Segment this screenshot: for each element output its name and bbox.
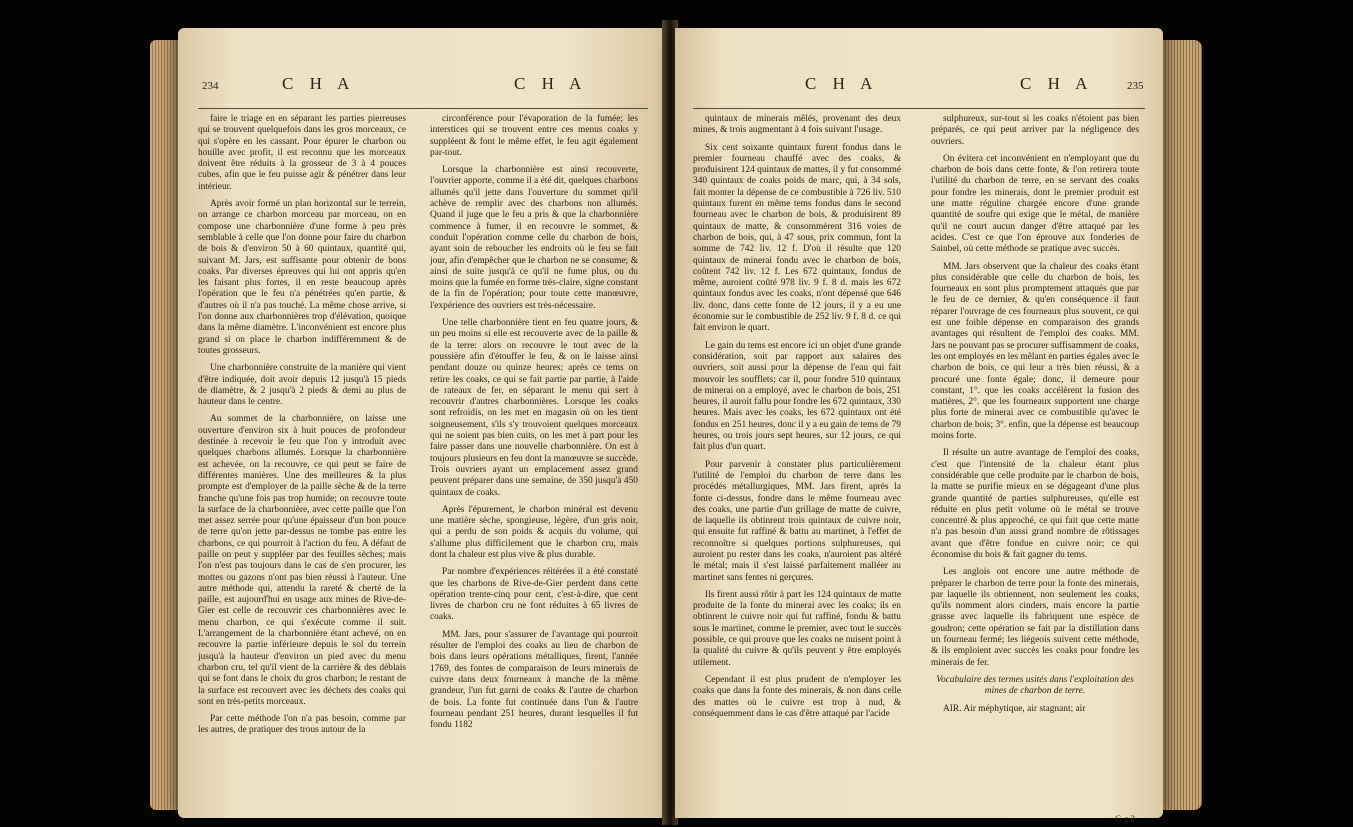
header-rule (693, 108, 1145, 109)
paragraph: Pour parvenir à constater plus particulièrement l'utilité de l'emploi du charbon de terre dans les procédés métallurgiques, MM. Jars firent, après la fonte ci-dessus, fondre dans le même fourneau avec des coaks, une partie d'un grillage de matte de cuivre, de laquelle ils obtinrent trois quintaux de cuivre noir, qui ensuite fut raffiné & battu au martinet, à l'effet de reconnoître si quelques portions sulphureuses, qui auroient pu rester dans les coaks, n'auroient pas altéré le métal; mais il s'est laissé parfaitement malléer au martinet sans fentes ni gerçures. (693, 459, 901, 583)
paragraph: Après avoir formé un plan horizontal sur le terrein, on arrange ce charbon morceau par morceau, on en compose une charbonnière d'une forme à peu près semblable à celle que l'on donne pour faire du charbon de bois & d'environ 50 à 60 quintaux, quantité qui, suivant M. Jars, est suffisante pour obtenir de bons coaks. Par diverses épreuves qui lui ont appris qu'en les faisant plus fortes, il en reste beaucoup après l'opération que le feu n'a pénétrées qu'en partie, & d'autres où il n'a pas touché. La même chose arrive, si l'on donne aux charbonnières trop d'élévation, quoique dans la même diamètre. L'inconvénient est encore plus grand si on place le charbon indifféremment & de toutes grosseurs. (198, 199, 406, 356)
paragraph: Cependant il est plus prudent de n'employer les coaks que dans la fonte des minerais, & non dans celle des mattes où le cuivre est trop à nud, & conséquemment dans le cas d'être attaqué par l'acide (693, 674, 901, 719)
paragraph: Par nombre d'expériences réitérées il a été constaté que les charbons de Rive-de-Gier perdent dans cette opération trente-cinq pour cent, c'est-à-dire, que cent livres de charbon cru ne font réduites à 65 livres de coaks. (430, 567, 638, 623)
paragraph: Il résulte un autre avantage de l'emploi des coaks, c'est que l'intensité de la chaleur étant plus considérable que celle produite par le charbon de bois, la matte se purifie mieux en se dégageant d'une plus grande quantité de parties sulphureuses, qu'elle est réduite en plus petit volume où le métal se trouve concentré & plus approché, ce qui fait que cette matte n'a pas besoin d'un aussi grand nombre de rôtissages avant que d'être fondue en cuivre noir; ce qui économise du bois & fait gagner du tems. (931, 448, 1139, 560)
paragraph: circonférence pour l'évaporation de la fumée; les interstices qui se trouvent entre ces menus coaks y suppléent & font le même effet, le feu agit également par-tout. (430, 114, 638, 158)
right-header-1: C H A (805, 74, 879, 93)
paragraph: Après l'épurement, le charbon minéral est devenu une matière sèche, spongieuse, légère, d'un gris noir, qui a perdu de son poids & acquis du volume, qui s'allume plus difficilement que le charbon cru, mais dont la chaleur est plus vive & plus durable. (430, 504, 638, 560)
paragraph: faire le triage en en séparant les parties pierreuses qui se trouvent quelquefois dans les gros morceaux, ce qui s'opère en les cassant. Pour épurer le charbon ou houille avec profit, il est reconnu que les morceaux doivent être réduits à la grosseur de 3 à 4 pouces cubes, afin que le feu puisse agir & pénétrer dans leur intérieur. (198, 114, 406, 192)
signature-mark: G g 2 (1115, 814, 1135, 824)
left-header-1: C H A (282, 74, 356, 93)
paragraph: Lorsque la charbonnière est ainsi recouverte, l'ouvrier apporte, comme il a été dit, quelques charbons allumés qu'il jette dans l'ouverture du sommet qu'il achève de remplir avec des charbons non allumés. Quand il juge que le feu a pris & que la charbonnière commence à fumer, il en recouvre le sommet, & conduit l'opération comme celle du charbon de bois, ayant soin de reboucher les endroits où le feu se fait jour, afin d'empêcher que le charbon ne se consume; & ainsi de suite jusqu'à ce qu'il ne fume plus, ou du moins que la fumée en forme très-claire, signe constant de la fin de l'opération; pour toute cette manœuvre, l'expérience des ouvriers est très-nécessaire. (430, 165, 638, 311)
paragraph: Le gain du tems est encore ici un objet d'une grande considération, soit par rapport aux salaires des ouvriers, soit aussi pour la dépense de l'eau qui fait mouvoir les soufflets; car il, pour fondre 510 quintaux de minerai on a employé, avec le charbon de bois, 251 heures, il auroit fallu pour fondre les 672 quintaux, 330 heures. Mais avec les coaks, les 672 quintaux ont été fondus en 251 heures, donc il y a eu gain de tems de 79 heures, ou trois jours sept heures, sur 12 jours, ce qui fait plus d'un quart. (693, 340, 901, 453)
paragraph: Les anglois ont encore une autre méthode de préparer le charbon de terre pour la fonte des minerais, par laquelle ils obtiennent, non seulement les coaks, qu'ils nomment alors cinders, mais encore la partie grasse avec laquelle ils fabriquent une espèce de goudron; cette opération se fait par la distillation dans un fourneau fermé; les liégeois suivent cette méthode, & ils emploient avec succès les coaks pour fondre les minerais de fer. (931, 567, 1139, 668)
left-column-1 (198, 114, 406, 824)
right-page (675, 28, 1163, 824)
paragraph: sulphureux, sur-tout si les coaks n'étoient pas bien préparés, ce qui peut arriver par la négligence des ouvriers. (931, 114, 1139, 147)
right-page-number: 235 (1127, 80, 1144, 92)
right-header-2: C H A (1020, 74, 1094, 93)
left-page-number: 234 (202, 80, 219, 92)
left-header-2: C H A (514, 74, 588, 93)
paragraph: Ils firent aussi rôtir à part les 124 quintaux de matte produite de la fonte du minerai avec les coaks; ils en obtinrent le cuivre noir qui fut raffiné, fondu & battu sous le martinet, comme le premier, avec tout le succès possible, ce qui prouve que les coaks ne nuisent point à la qualité du cuivre & qu'ils peuvent y être employés utilement. (693, 589, 901, 668)
paragraph: Six cent soixante quintaux furent fondus dans le premier fourneau chauffé avec des coaks, & produisirent 124 quintaux de mattes, il y fut consommé 340 quintaux de coaks poids de marc, qui, à 34 sols, fait monter la dépense de ce combustible à 726 liv. 510 quintaux furent en même tems fondus dans le second fourneau avec le charbon de bois, & produisirent 89 quintaux de matte, & consommèrent 316 voies de charbon de bois, qui, à 47 sous, prix commun, font la somme de 742 liv. 12 f. D'où il résulte que 120 quintaux de minerai fondu avec le charbon de bois, coûtent 742 liv. 12 f. Les 672 quintaux, fondus de même, auroient coûté 978 liv. 9 f. 8 d. mais les 672 quintaux fondus avec les coaks, n'ont dépensé que 646 liv. donc, dans cette fonte de 12 jours, il y a eu une économie sur le combustible de 252 liv. 9 f. 8 d. ce qui fait environ le quart. (693, 142, 901, 334)
paragraph: Une telle charbonnière tient en feu quatre jours, & un peu moins si elle est recouverte avec de la paille & de la terre: alors on recouvre le tout avec de la poussière afin d'étouffer le feu, & on le laisse ainsi pendant douze ou quinze heures; après ce tems on retire les coaks, ce qui se fait partie par partie, à l'aide de rateaux de fer, en séparant le menu qui sert à recouvrir d'autres charbonnières. Lorsque les coaks sont refroidis, on les met en magasin où on les tient soigneusement, s'ils s'y trouvoient quelques morceaux qui ne soient pas bien cuits, on les met à part pour les faire passer dans une nouvelle charbonnière. On est à toujours plusieurs en feu dont la manœuvre se succède. Trois ouvriers ayant un emplacement assez grand peuvent préparer dans une semaine, de 350 jusqu'à 450 quintaux de coaks. (430, 318, 638, 498)
paragraph: On évitera cet inconvénient en n'employant que du charbon de bois dans cette fonte, & l'on retirera toute l'utilité du charbon de terre, en se servant des coaks pour fondre les minerais, dont le premier produit est une matte réguline chargée encore d'une grande quantité de soufre qui exige que le métal, de manière qu'il ne court aucun danger d'être attaqué par les acides. C'est ce que l'on éprouve aux fonderies de Sainbel, où cette méthode se pratique avec succès. (931, 153, 1139, 255)
left-page-edges (150, 40, 180, 810)
section-heading: Vocabulaire des termes usités dans l'exploitation des mines de charbon de terre. (936, 674, 1134, 697)
left-column-2 (430, 114, 638, 824)
paragraph: AIR. Air méphytique, air stagnant; air (943, 703, 1086, 714)
header-rule (198, 108, 648, 109)
paragraph: quintaux de minerais mêlés, provenant des deux mines, & trois augmentant à 4 fois suivant l'usage. (693, 114, 901, 136)
right-column-2 (931, 114, 1139, 824)
paragraph: MM. Jars observent que la chaleur des coaks étant plus considérable que celle du charbon de bois, les fourneaux en sont plus promptement attaqués que par le feu de ce dernier, & qu'en conséquence il faut réparer l'ouvrage de ces fourneaux plus souvent, ce qui est une foible dépense en comparaison des grands avantages qui résultent de l'emploi des coaks. MM. Jars ne pouvant pas se procurer suffisamment de coaks, les ont employés en les mêlant en parties égales avec le charbon de bois, ce qui leur a très bien réussi, & a procuré une fonte égale; donc, il demeure pour constant, 1°. que les coaks accélèrent la fusion des matières, 2°. que les fourneaux supportent une charge plus forte de minerai avec ce combustible qu'avec le charbon de bois; 3°. enfin, que la dépense est beaucoup moins forte. (931, 261, 1139, 442)
paragraph: MM. Jars, pour s'assurer de l'avantage qui pourroit résulter de l'emploi des coaks au lieu de charbon de bois dans leurs opérations métalliques, firent, l'année 1769, des fontes de comparaison de leurs minerais de cuivre dans deux fourneaux à manche de la même grandeur, l'un fut garni de coaks & l'autre de charbon de bois. La fonte fut continuée dans l'un & l'autre fourneau pendant 251 heures, durant lesquelles il fut fondu 1182 (430, 629, 638, 731)
right-column-1 (693, 114, 901, 824)
paragraph: Par cette méthode l'on n'a pas besoin, comme par les autres, de pratiquer des trous autour de la (198, 714, 406, 736)
left-page (178, 28, 665, 818)
paragraph: Une charbonnière construite de la manière qui vient d'être indiquée, doit avoir depuis 12 jusqu'à 15 pieds de diamètre, & 2 jusqu'à 2 pieds & demi au plus de hauteur dans le centre. (198, 363, 406, 408)
right-page-edges (1160, 40, 1202, 810)
paragraph: Au sommet de la charbonnière, on laisse une ouverture d'environ six à huit pouces de profondeur destinée à recevoir le feu que l'on y introduit avec quelques charbons allumés. Lorsque la charbonnière est achevée, on la recouvre, ce qui peut se faire de différentes manières. Une des meilleures & la plus prompte est d'employer de la paille sèche & de la terre franche qu'une fois pas trop humide; on recouvre toute la surface de la charbonnière, avec cette paille que l'on met assez serrée pour qu'une épaisseur d'un bon pouce de terre qu'on jette par-dessus ne tombe pas entre les charbons, ce qui pourroit à l'action du feu. A défaut de paille on peut y suppléer par des feuilles sèches; mais l'on n'est pas toujours dans le cas de s'en procurer, les mottes ou gazons n'ont pas bien réussi à l'auteur. Une autre méthode qui, attendu la rareté & cherté de la paille, est aujourd'hui en usage aux mines de Rive-de-Gier est celle de recouvrir ces charbonnières avec le menu charbon, ce qui s'exécute comme il suit. L'arrangement de la charbonnière étant achevé, on en recouvre la partie inférieure depuis le sol du terrein jusqu'à la hauteur d'environ un pied avec du menu charbon cru, tel qu'il vient de la carrière & des déblais qui se font dans le choix du gros charbon; le restant de la surface est recouvert avec les déchets des coaks qui sont en très-petits morceaux. (198, 414, 406, 707)
